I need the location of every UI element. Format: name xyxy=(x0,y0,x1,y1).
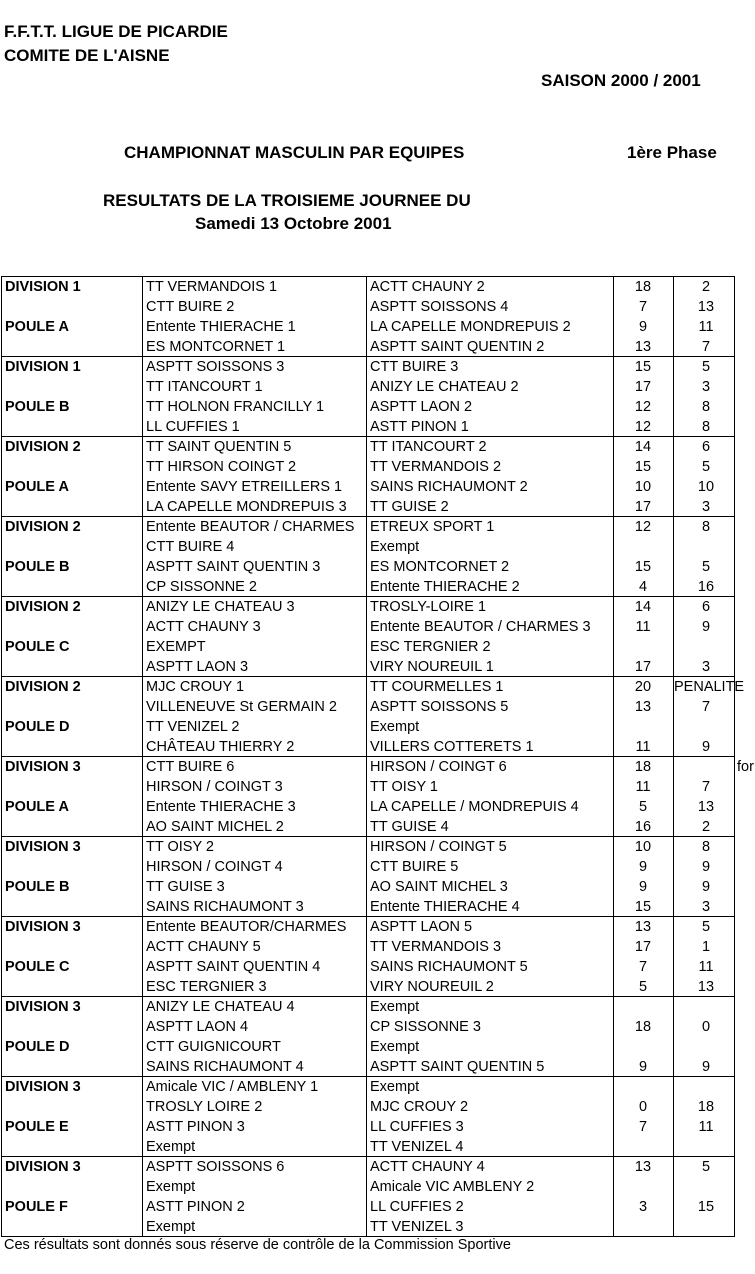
away-team: LL CUFFIES 2 xyxy=(370,1199,464,1215)
away-score: 5 xyxy=(701,359,711,375)
away-team: Exempt xyxy=(370,1079,420,1095)
match-row xyxy=(2,1097,734,1117)
home-team: Entente BEAUTOR/CHARMES xyxy=(146,919,347,935)
away-score: 9 xyxy=(701,859,711,875)
away-team: TT VERMANDOIS 3 xyxy=(370,939,502,955)
away-score: 13 xyxy=(697,979,715,995)
home-team: VILLENEUVE St GERMAIN 2 xyxy=(146,699,337,715)
away-team: TROSLY-LOIRE 1 xyxy=(370,599,487,615)
comite-title: COMITE DE L'AISNE xyxy=(4,46,170,65)
away-team: Entente BEAUTOR / CHARMES 3 xyxy=(370,619,591,635)
away-team: HIRSON / COINGT 5 xyxy=(370,839,507,855)
division-label: DIVISION 1 xyxy=(5,279,81,295)
match-row xyxy=(2,857,734,877)
home-team: TT SAINT QUENTIN 5 xyxy=(146,439,292,455)
match-row xyxy=(2,1117,734,1137)
home-team: ASPTT LAON 4 xyxy=(146,1019,249,1035)
home-score: 13 xyxy=(634,1159,652,1175)
home-score: 18 xyxy=(634,1019,652,1035)
away-score: 11 xyxy=(698,959,714,975)
away-team: ES MONTCORNET 2 xyxy=(370,559,510,575)
match-row xyxy=(2,317,734,337)
results-title: RESULTATS DE LA TROISIEME JOURNEE DU xyxy=(103,191,471,210)
away-team: VILLERS COTTERETS 1 xyxy=(370,739,534,755)
away-team: HIRSON / COINGT 6 xyxy=(370,759,507,775)
match-row xyxy=(2,557,734,577)
away-team: ASPTT SOISSONS 5 xyxy=(370,699,509,715)
match-row xyxy=(2,777,734,797)
away-score: 8 xyxy=(701,399,711,415)
home-score: 5 xyxy=(638,799,648,815)
away-team: ESC TERGNIER 2 xyxy=(370,639,491,655)
away-score: 9 xyxy=(701,1059,711,1075)
match-row xyxy=(2,817,734,837)
away-team: CTT BUIRE 3 xyxy=(370,359,459,375)
home-score: 5 xyxy=(638,979,648,995)
home-score: 12 xyxy=(634,419,652,435)
home-team: ANIZY LE CHATEAU 4 xyxy=(146,999,295,1015)
match-row xyxy=(2,657,734,677)
home-score: 13 xyxy=(634,339,652,355)
home-team: TT ITANCOURT 1 xyxy=(146,379,263,395)
away-team: TT GUISE 2 xyxy=(370,499,449,515)
away-team: ASPTT SOISSONS 4 xyxy=(370,299,509,315)
results-table xyxy=(1,276,745,1237)
season-label: SAISON 2000 / 2001 xyxy=(541,71,701,90)
match-row xyxy=(2,377,734,397)
match-row xyxy=(2,437,734,457)
home-score: 3 xyxy=(638,1199,648,1215)
away-score: 2 xyxy=(701,819,711,835)
league-title: F.F.T.T. LIGUE DE PICARDIE xyxy=(4,22,228,41)
poule-label: POULE F xyxy=(5,1199,68,1215)
division-group xyxy=(1,836,735,916)
division-group xyxy=(1,1076,735,1156)
match-row xyxy=(2,477,734,497)
home-score: 10 xyxy=(634,479,652,495)
match-row xyxy=(2,517,734,537)
away-team: MJC CROUY 2 xyxy=(370,1099,469,1115)
division-label: DIVISION 2 xyxy=(5,519,81,535)
home-team: ANIZY LE CHATEAU 3 xyxy=(146,599,295,615)
match-row xyxy=(2,1037,734,1057)
away-score: 8 xyxy=(701,519,711,535)
phase-label: 1ère Phase xyxy=(627,143,717,162)
away-score: 9 xyxy=(701,739,711,755)
home-score: 9 xyxy=(638,879,648,895)
away-team: Amicale VIC AMBLENY 2 xyxy=(370,1179,535,1195)
home-score: 11 xyxy=(635,779,651,795)
away-score: 18 xyxy=(697,1099,715,1115)
home-team: SAINS RICHAUMONT 4 xyxy=(146,1059,304,1075)
away-score: 3 xyxy=(701,379,711,395)
home-team: HIRSON / COINGT 3 xyxy=(146,779,283,795)
home-team: ASTT PINON 2 xyxy=(146,1199,245,1215)
away-score: 0 xyxy=(701,1019,711,1035)
away-team: TT COURMELLES 1 xyxy=(370,679,504,695)
match-row xyxy=(2,877,734,897)
division-group xyxy=(1,596,735,676)
division-label: DIVISION 2 xyxy=(5,679,81,695)
home-team: TT HOLNON FRANCILLY 1 xyxy=(146,399,325,415)
away-score: 8 xyxy=(701,419,711,435)
home-team: ASPTT LAON 3 xyxy=(146,659,249,675)
match-row xyxy=(2,537,734,557)
division-group xyxy=(1,516,735,596)
match-row xyxy=(2,997,734,1017)
away-team: TT GUISE 4 xyxy=(370,819,449,835)
match-row xyxy=(2,277,734,297)
side-note: for xyxy=(737,759,754,775)
home-team: TT VENIZEL 2 xyxy=(146,719,240,735)
home-team: ACTT CHAUNY 3 xyxy=(146,619,261,635)
away-score: 3 xyxy=(701,499,711,515)
home-team: Entente SAVY ETREILLERS 1 xyxy=(146,479,343,495)
home-score: 18 xyxy=(634,279,652,295)
away-team: SAINS RICHAUMONT 5 xyxy=(370,959,528,975)
away-score: 3 xyxy=(701,899,711,915)
home-team: CP SISSONNE 2 xyxy=(146,579,257,595)
away-score: 13 xyxy=(697,299,715,315)
home-score: 7 xyxy=(638,1119,648,1135)
away-score: 7 xyxy=(701,699,711,715)
division-group xyxy=(1,996,735,1076)
poule-label: POULE C xyxy=(5,639,70,655)
match-row xyxy=(2,1077,734,1097)
away-score: 6 xyxy=(701,599,711,615)
home-team: AO SAINT MICHEL 2 xyxy=(146,819,284,835)
match-row xyxy=(2,1197,734,1217)
home-team: ACTT CHAUNY 5 xyxy=(146,939,261,955)
match-row xyxy=(2,917,734,937)
home-team: Entente BEAUTOR / CHARMES xyxy=(146,519,355,535)
home-score: 4 xyxy=(638,579,648,595)
home-team: LA CAPELLE MONDREPUIS 3 xyxy=(146,499,347,515)
match-row xyxy=(2,1017,734,1037)
away-team: ASTT PINON 1 xyxy=(370,419,469,435)
home-score: 14 xyxy=(634,599,652,615)
match-row xyxy=(2,697,734,717)
home-score: 10 xyxy=(634,839,652,855)
home-team: ASPTT SAINT QUENTIN 4 xyxy=(146,959,321,975)
away-score: 5 xyxy=(701,1159,711,1175)
home-score: 12 xyxy=(634,399,652,415)
division-group xyxy=(1,356,735,436)
away-team: TT VENIZEL 4 xyxy=(370,1139,464,1155)
away-team: CP SISSONNE 3 xyxy=(370,1019,481,1035)
home-score: 7 xyxy=(638,299,648,315)
home-team: Entente THIERACHE 3 xyxy=(146,799,296,815)
home-score: 9 xyxy=(638,319,648,335)
home-team: CTT BUIRE 6 xyxy=(146,759,235,775)
home-team: Exempt xyxy=(146,1179,196,1195)
away-team: Exempt xyxy=(370,999,420,1015)
away-team: ASPTT SAINT QUENTIN 2 xyxy=(370,339,545,355)
home-score: 17 xyxy=(634,379,652,395)
away-team: VIRY NOUREUIL 1 xyxy=(370,659,494,675)
away-team: SAINS RICHAUMONT 2 xyxy=(370,479,528,495)
away-score: 9 xyxy=(701,619,711,635)
away-score: 9 xyxy=(701,879,711,895)
away-score: 11 xyxy=(698,1119,714,1135)
poule-label: POULE D xyxy=(5,719,70,735)
away-score: 15 xyxy=(697,1199,715,1215)
home-team: CTT GUIGNICOURT xyxy=(146,1039,281,1055)
away-score: PENALITE xyxy=(674,679,745,695)
home-team: SAINS RICHAUMONT 3 xyxy=(146,899,304,915)
match-row xyxy=(2,1157,734,1177)
home-score: 17 xyxy=(634,499,652,515)
away-score: 5 xyxy=(701,559,711,575)
away-score: 7 xyxy=(701,339,711,355)
away-score: 5 xyxy=(701,919,711,935)
division-group xyxy=(1,276,735,356)
away-score: 3 xyxy=(701,659,711,675)
home-team: ESC TERGNIER 3 xyxy=(146,979,267,995)
match-row xyxy=(2,977,734,997)
results-date: Samedi 13 Octobre 2001 xyxy=(195,214,392,233)
poule-label: POULE E xyxy=(5,1119,69,1135)
poule-label: POULE D xyxy=(5,1039,70,1055)
home-score: 9 xyxy=(638,1059,648,1075)
division-group xyxy=(1,1156,735,1237)
match-row xyxy=(2,897,734,917)
match-row xyxy=(2,937,734,957)
home-team: ES MONTCORNET 1 xyxy=(146,339,286,355)
footnote: Ces résultats sont donnés sous réserve de contrôle de la Commission Sportive xyxy=(4,1237,511,1253)
match-row xyxy=(2,1177,734,1197)
division-label: DIVISION 3 xyxy=(5,999,81,1015)
away-team: TT VENIZEL 3 xyxy=(370,1219,464,1235)
home-score: 12 xyxy=(634,519,652,535)
match-row xyxy=(2,797,734,817)
home-score: 15 xyxy=(634,459,652,475)
home-score: 11 xyxy=(635,619,651,635)
home-score: 18 xyxy=(634,759,652,775)
home-team: CHÂTEAU THIERRY 2 xyxy=(146,739,295,755)
match-row xyxy=(2,717,734,737)
home-score: 11 xyxy=(635,739,651,755)
match-row xyxy=(2,757,734,777)
division-label: DIVISION 3 xyxy=(5,1159,81,1175)
home-team: TROSLY LOIRE 2 xyxy=(146,1099,263,1115)
division-label: DIVISION 2 xyxy=(5,439,81,455)
away-team: AO SAINT MICHEL 3 xyxy=(370,879,508,895)
poule-label: POULE A xyxy=(5,799,69,815)
home-team: Exempt xyxy=(146,1139,196,1155)
away-team: LL CUFFIES 3 xyxy=(370,1119,464,1135)
match-row xyxy=(2,577,734,597)
home-score: 9 xyxy=(638,859,648,875)
match-row xyxy=(2,297,734,317)
poule-label: POULE B xyxy=(5,879,70,895)
division-label: DIVISION 3 xyxy=(5,759,81,775)
poule-label: POULE A xyxy=(5,319,69,335)
away-score: 13 xyxy=(697,799,715,815)
match-row xyxy=(2,417,734,437)
home-team: TT HIRSON COINGT 2 xyxy=(146,459,297,475)
away-score: 5 xyxy=(701,459,711,475)
division-label: DIVISION 3 xyxy=(5,919,81,935)
away-score: 1 xyxy=(701,939,711,955)
home-score: 17 xyxy=(634,939,652,955)
away-score: 8 xyxy=(701,839,711,855)
match-row xyxy=(2,1217,734,1237)
division-label: DIVISION 3 xyxy=(5,1079,81,1095)
home-team: Entente THIERACHE 1 xyxy=(146,319,296,335)
away-team: Entente THIERACHE 2 xyxy=(370,579,520,595)
poule-label: POULE B xyxy=(5,399,70,415)
home-team: ASPTT SOISSONS 6 xyxy=(146,1159,285,1175)
home-team: TT VERMANDOIS 1 xyxy=(146,279,278,295)
away-team: TT OISY 1 xyxy=(370,779,438,795)
division-group xyxy=(1,756,735,836)
match-row xyxy=(2,617,734,637)
championship-title: CHAMPIONNAT MASCULIN PAR EQUIPES xyxy=(124,143,465,162)
away-score: 7 xyxy=(701,779,711,795)
away-score: 10 xyxy=(697,479,715,495)
home-score: 13 xyxy=(634,699,652,715)
division-label: DIVISION 3 xyxy=(5,839,81,855)
away-team: LA CAPELLE MONDREPUIS 2 xyxy=(370,319,571,335)
home-score: 15 xyxy=(634,899,652,915)
away-team: ANIZY LE CHATEAU 2 xyxy=(370,379,519,395)
away-team: Entente THIERACHE 4 xyxy=(370,899,520,915)
home-score: 15 xyxy=(634,359,652,375)
away-team: CTT BUIRE 5 xyxy=(370,859,459,875)
away-team: TT VERMANDOIS 2 xyxy=(370,459,502,475)
division-label: DIVISION 2 xyxy=(5,599,81,615)
division-label: DIVISION 1 xyxy=(5,359,81,375)
home-team: ASTT PINON 3 xyxy=(146,1119,245,1135)
home-team: HIRSON / COINGT 4 xyxy=(146,859,283,875)
away-team: TT ITANCOURT 2 xyxy=(370,439,487,455)
home-team: Amicale VIC / AMBLENY 1 xyxy=(146,1079,319,1095)
match-row xyxy=(2,1137,734,1157)
away-team: ASPTT LAON 2 xyxy=(370,399,473,415)
home-team: LL CUFFIES 1 xyxy=(146,419,240,435)
away-score: 11 xyxy=(698,319,714,335)
home-score: 17 xyxy=(634,659,652,675)
home-team: MJC CROUY 1 xyxy=(146,679,245,695)
home-team: CTT BUIRE 4 xyxy=(146,539,235,555)
home-score: 16 xyxy=(634,819,652,835)
away-team: Exempt xyxy=(370,539,420,555)
away-team: ETREUX SPORT 1 xyxy=(370,519,495,535)
home-team: ASPTT SOISSONS 3 xyxy=(146,359,285,375)
poule-label: POULE B xyxy=(5,559,70,575)
away-score: 16 xyxy=(697,579,715,595)
home-team: TT GUISE 3 xyxy=(146,879,225,895)
home-team: ASPTT SAINT QUENTIN 3 xyxy=(146,559,321,575)
away-team: ASPTT LAON 5 xyxy=(370,919,473,935)
match-row xyxy=(2,957,734,977)
home-score: 15 xyxy=(634,559,652,575)
away-team: ACTT CHAUNY 2 xyxy=(370,279,485,295)
match-row xyxy=(2,457,734,477)
match-row xyxy=(2,357,734,377)
home-team: Exempt xyxy=(146,1219,196,1235)
away-team: ACTT CHAUNY 4 xyxy=(370,1159,485,1175)
away-team: ASPTT SAINT QUENTIN 5 xyxy=(370,1059,545,1075)
away-team: Exempt xyxy=(370,719,420,735)
home-team: TT OISY 2 xyxy=(146,839,214,855)
match-row xyxy=(2,1057,734,1077)
poule-label: POULE C xyxy=(5,959,70,975)
home-score: 13 xyxy=(634,919,652,935)
match-row xyxy=(2,397,734,417)
match-row xyxy=(2,737,734,757)
away-score: 6 xyxy=(701,439,711,455)
division-group xyxy=(1,916,735,996)
home-team: EXEMPT xyxy=(146,639,206,655)
away-score: 2 xyxy=(701,279,711,295)
poule-label: POULE A xyxy=(5,479,69,495)
match-row xyxy=(2,837,734,857)
match-row xyxy=(2,337,734,357)
home-score: 14 xyxy=(634,439,652,455)
match-row xyxy=(2,637,734,657)
home-team: CTT BUIRE 2 xyxy=(146,299,235,315)
division-group xyxy=(1,436,735,516)
away-team: VIRY NOUREUIL 2 xyxy=(370,979,494,995)
match-row xyxy=(2,497,734,517)
away-team: Exempt xyxy=(370,1039,420,1055)
home-score: 20 xyxy=(634,679,652,695)
home-score: 0 xyxy=(638,1099,648,1115)
home-score: 7 xyxy=(638,959,648,975)
match-row xyxy=(2,597,734,617)
division-group xyxy=(1,676,745,756)
away-team: LA CAPELLE / MONDREPUIS 4 xyxy=(370,799,579,815)
match-row xyxy=(2,677,745,697)
